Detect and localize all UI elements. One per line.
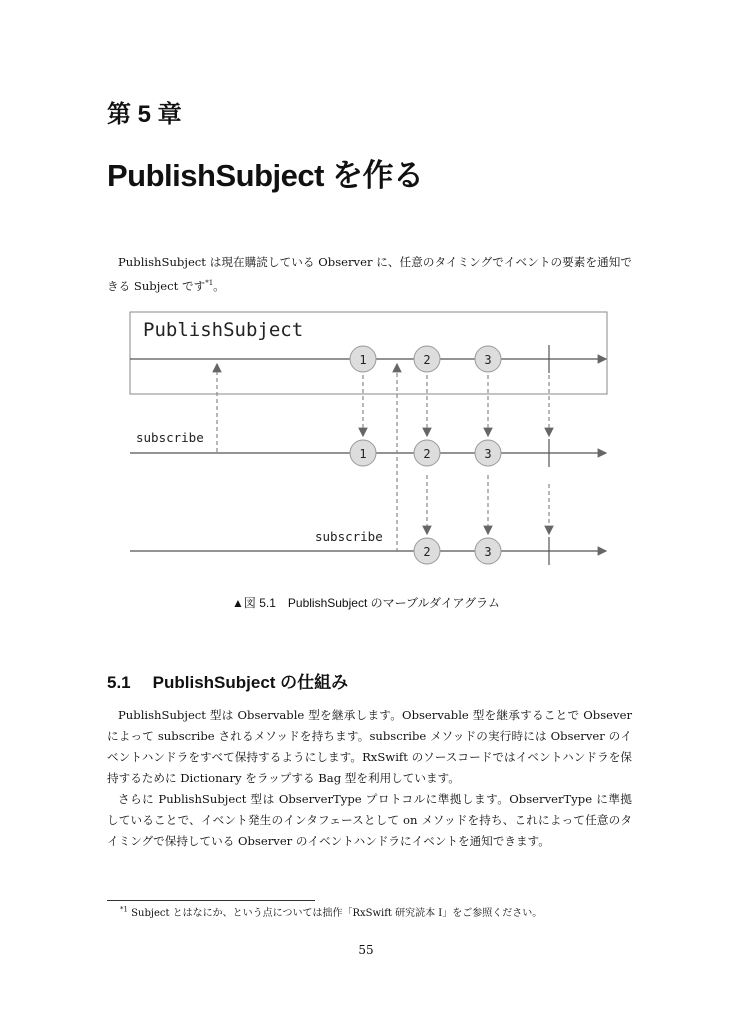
subject-label: PublishSubject [143,319,304,341]
footnote-text: Subject とはなにか、という点については拙作「RxSwift 研究読本 I」をご参照ください。 [127,908,543,919]
paragraph: さらに PublishSubject 型は ObserverType プロトコルに準拠します。ObserverType に準拠していることで、イベント発生のインタフェースとして on メソッドを持ち、これによって任意のタイミングで保持している Observer のイベントハンドラにイベントを通知できます。 [107,792,632,848]
section-heading [107,668,370,693]
chapter-label: 第 5 章 [107,101,182,128]
marble-label: 3 [484,447,492,461]
marble-label: 2 [423,545,431,559]
marble-label: 1 [359,447,367,461]
page-number: 55 [358,943,374,957]
section-number: 5.1 [107,673,131,692]
page-title: PublishSubject を作る [107,158,424,193]
intro-end: 。 [213,278,225,293]
footnote-reference[interactable]: *1 [205,279,214,287]
marble-label: 2 [423,447,431,461]
paragraph: PublishSubject 型は Observable 型を継承します。Observable 型を継承することで Obsever によって subscribe されるメソッドを持ちます。subscribe メソッドの実行時には Observer のイベントハンドラをすべて保持するようにします。RxSwift のソースコードではイベントハンドラを保持するために Dictionary をラップする Bag 型を利用しています。 [107,708,632,785]
footnote-divider [107,900,315,901]
subscribe-label-1: subscribe [136,430,204,445]
footnote [120,904,542,919]
figure-caption: ▲図 5.1 PublishSubject のマーブルダイアグラム [232,596,500,610]
section-title: PublishSubject の仕組み [152,673,349,692]
subscribe-label-2: subscribe [315,529,383,544]
marble-label: 3 [484,353,492,367]
intro-text: PublishSubject は現在購読している Observer に、任意のタイミングでイベントの要素を通知できる Subject です [107,255,632,293]
marble-label: 1 [359,353,367,367]
footnote-mark: *1 [120,905,128,914]
marble-label: 2 [423,353,431,367]
marble-label: 3 [484,545,492,559]
